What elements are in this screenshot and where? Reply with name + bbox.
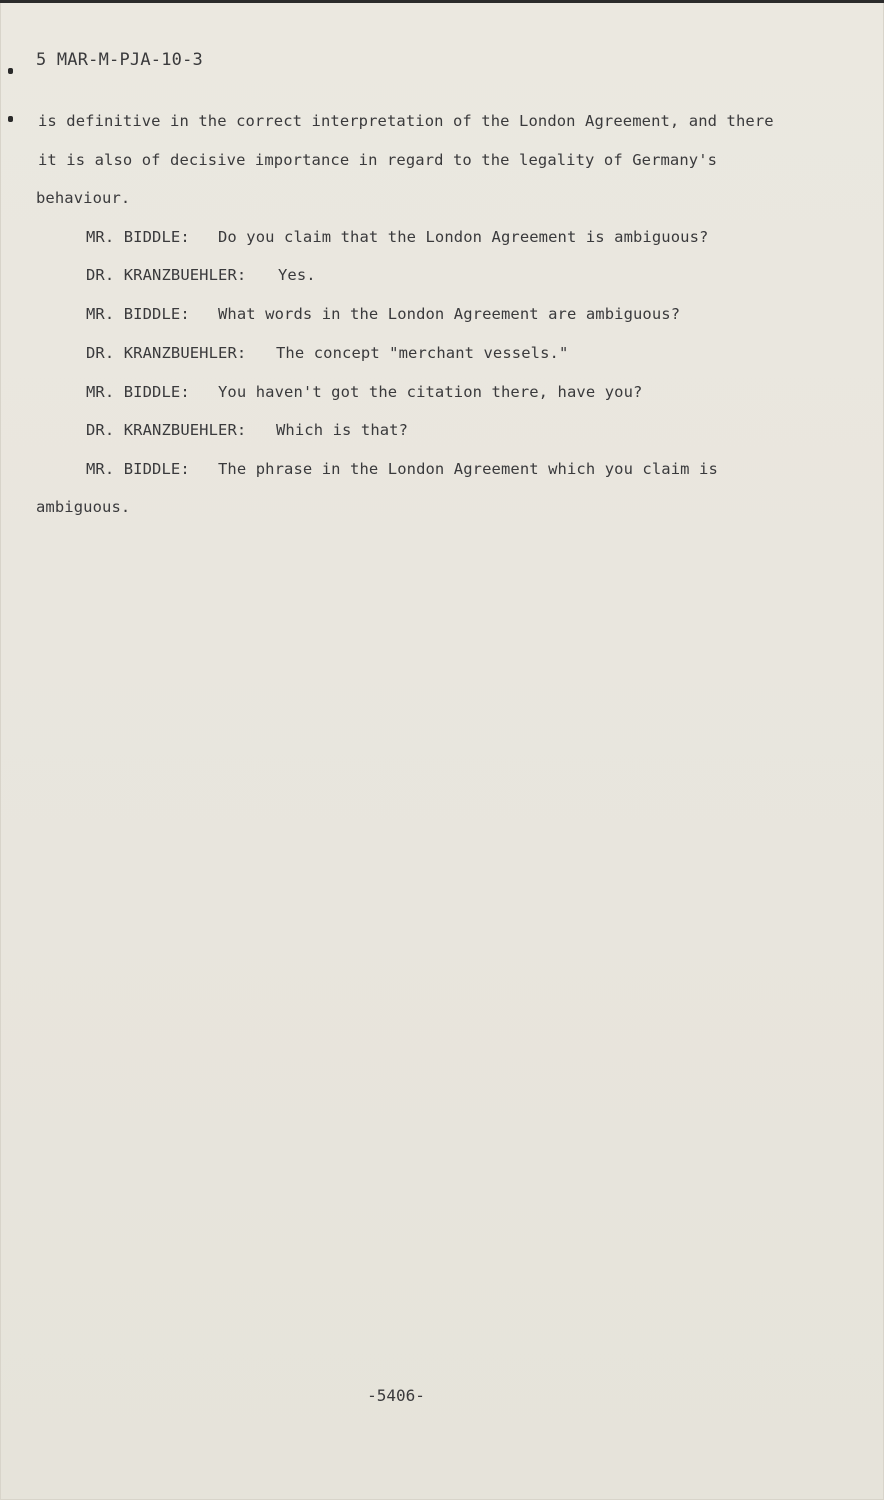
dialogue-line	[86, 305, 680, 323]
dialogue-text: You haven't got the citation there, have you?	[218, 383, 643, 401]
dialogue-text: What words in the London Agreement are ambiguous?	[218, 305, 681, 323]
speaker-label: MR. BIDDLE:	[86, 383, 190, 401]
dialogue-text: The phrase in the London Agreement which you claim is	[218, 460, 718, 478]
paragraph-line: behaviour.	[36, 189, 131, 207]
page-top-edge	[0, 0, 884, 3]
document-code: 5 MAR-M-PJA-10-3	[36, 50, 203, 70]
speaker-label: DR. KRANZBUEHLER:	[86, 421, 247, 439]
paragraph-line: is definitive in the correct interpretation of the London Agreement, and there	[38, 112, 774, 130]
dialogue-line	[86, 383, 642, 401]
dialogue-line	[86, 421, 408, 439]
speaker-label: DR. KRANZBUEHLER:	[86, 344, 247, 362]
speaker-label: MR. BIDDLE:	[86, 228, 190, 246]
paragraph-line: it is also of decisive importance in regard to the legality of Germany's	[38, 151, 718, 169]
punch-mark	[8, 116, 13, 122]
dialogue-line	[86, 344, 568, 362]
dialogue-line	[86, 228, 708, 246]
dialogue-text: The concept "merchant vessels."	[276, 344, 569, 362]
dialogue-line	[86, 460, 718, 478]
punch-mark	[8, 68, 13, 74]
speaker-label: DR. KRANZBUEHLER:	[86, 266, 247, 284]
dialogue-text: Do you claim that the London Agreement is ambiguous?	[218, 228, 709, 246]
speaker-label: MR. BIDDLE:	[86, 460, 190, 478]
dialogue-line	[86, 266, 316, 284]
dialogue-text: Yes.	[278, 266, 316, 284]
speaker-label: MR. BIDDLE:	[86, 305, 190, 323]
dialogue-text: Which is that?	[276, 421, 409, 439]
page-number: -5406-	[367, 1386, 425, 1405]
continuation-line: ambiguous.	[36, 498, 131, 516]
